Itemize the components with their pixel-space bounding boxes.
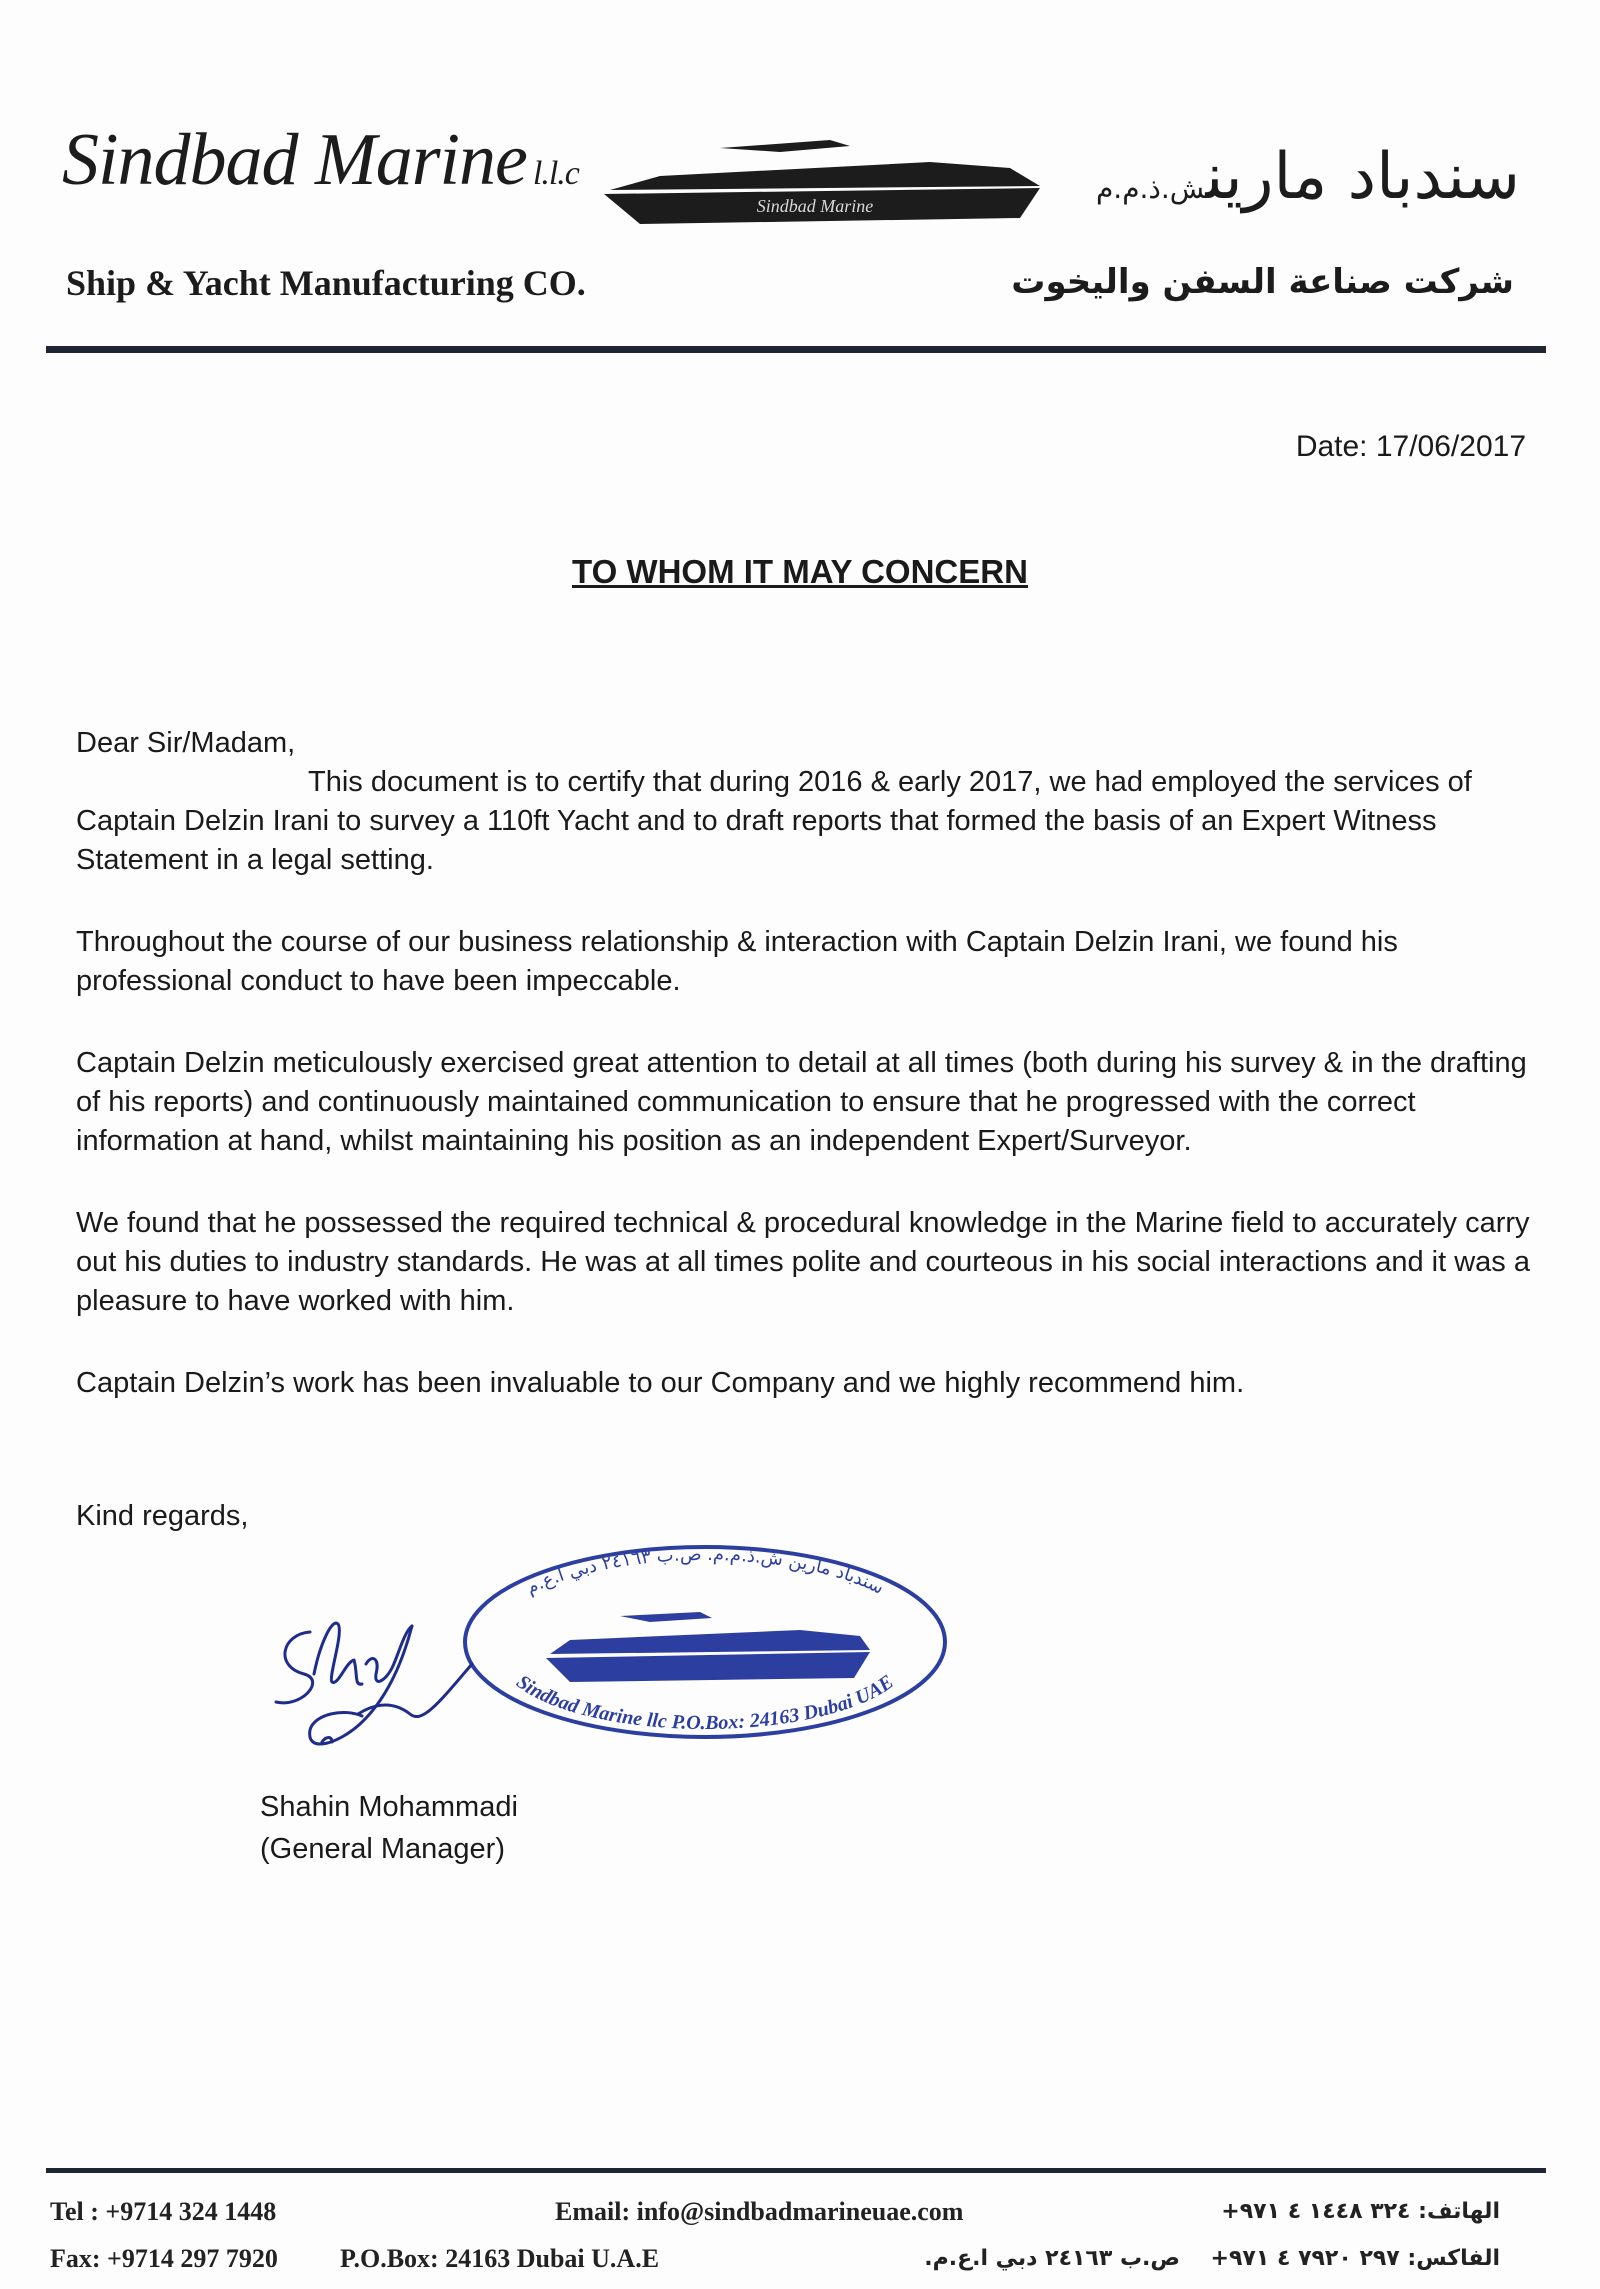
letter-body	[76, 724, 1536, 1446]
signer-block	[260, 1786, 518, 1870]
salutation: Dear Sir/Madam,	[76, 727, 296, 759]
yacht-logo-icon	[600, 128, 1040, 238]
company-logo-text	[62, 118, 579, 203]
footer-arabic-fax: الفاكس: ٢٩٧ ٧٩٢٠ ٤ ٩٧١+	[1210, 2246, 1500, 2271]
footer-fax: Fax: +9714 297 7920	[50, 2244, 278, 2273]
footer-rule	[46, 2168, 1546, 2173]
body-paragraph-3: Captain Delzin meticulously exercised great attention to detail at all times (both during his survey & in the drafting of his reports) and continuously maintained communication to ensure that he progressed with the correct information at hand, whilst maintaining his position as an independent Expert/Surveyor.	[76, 1047, 1527, 1157]
yacht-logo-label: Sindbad Marine	[756, 196, 874, 216]
footer-tel: Tel : +9714 324 1448	[50, 2197, 277, 2226]
company-tagline: Ship & Yacht Manufacturing CO.	[66, 263, 586, 303]
company-suffix: l.l.c	[532, 155, 579, 192]
body-paragraph-2: Throughout the course of our business relationship & interaction with Captain Delzin Irani, we found his professional conduct to have been impeccable.	[76, 926, 1398, 997]
company-name: Sindbad Marine	[62, 119, 527, 201]
company-stamp	[450, 1532, 960, 1752]
company-tagline-arabic: شركت صناعة السفن واليخوت	[1011, 262, 1514, 302]
company-name-arabic	[1084, 140, 1520, 214]
footer-pobox: P.O.Box: 24163 Dubai U.A.E	[340, 2244, 660, 2273]
footer-arabic-tel: الهاتف: ٣٢٤ ١٤٤٨ ٤ ٩٧١+	[1221, 2199, 1500, 2224]
closing: Kind regards,	[76, 1500, 249, 1532]
header-rule	[46, 346, 1546, 353]
letter-date: Date: 17/06/2017	[1295, 430, 1526, 463]
letter-title: TO WHOM IT MAY CONCERN	[572, 553, 1028, 590]
body-paragraph-4: We found that he possessed the required technical & procedural knowledge in the Marine field to accurately carry out his duties to industry standards. He was at all times polite and courteous in his social interactions and it was a pleasure to have worked with him.	[76, 1207, 1530, 1317]
stamp-arabic-text: سندباد مارين ش.ذ.م.م. ص.ب ٢٤١٦٣ دبي ا.ع.م	[522, 1543, 888, 1599]
body-paragraph-5: Captain Delzin’s work has been invaluable to our Company and we highly recommend him.	[76, 1367, 1245, 1399]
arabic-suffix: ش.ذ.م.م	[1095, 172, 1206, 205]
footer-arabic-pobox: ص.ب ٢٤١٦٣ دبي ا.ع.م.	[924, 2246, 1180, 2271]
footer-email[interactable]: Email: info@sindbadmarineuae.com	[555, 2197, 964, 2226]
signer-title: (General Manager)	[260, 1833, 505, 1865]
body-paragraph-1: This document is to certify that during 2016 & early 2017, we had employed the services of Captain Delzin Irani to survey a 110ft Yacht and to draft reports that formed the basis of an Expert Witness Statement in a legal setting.	[76, 766, 1472, 876]
stamp-english-text: Sindbad Marine llc P.O.Box: 24163 Dubai UAE	[512, 1670, 898, 1735]
signer-name: Shahin Mohammadi	[260, 1791, 518, 1823]
handwritten-signature	[262, 1604, 482, 1774]
arabic-name: سندباد مارين	[1205, 140, 1520, 214]
